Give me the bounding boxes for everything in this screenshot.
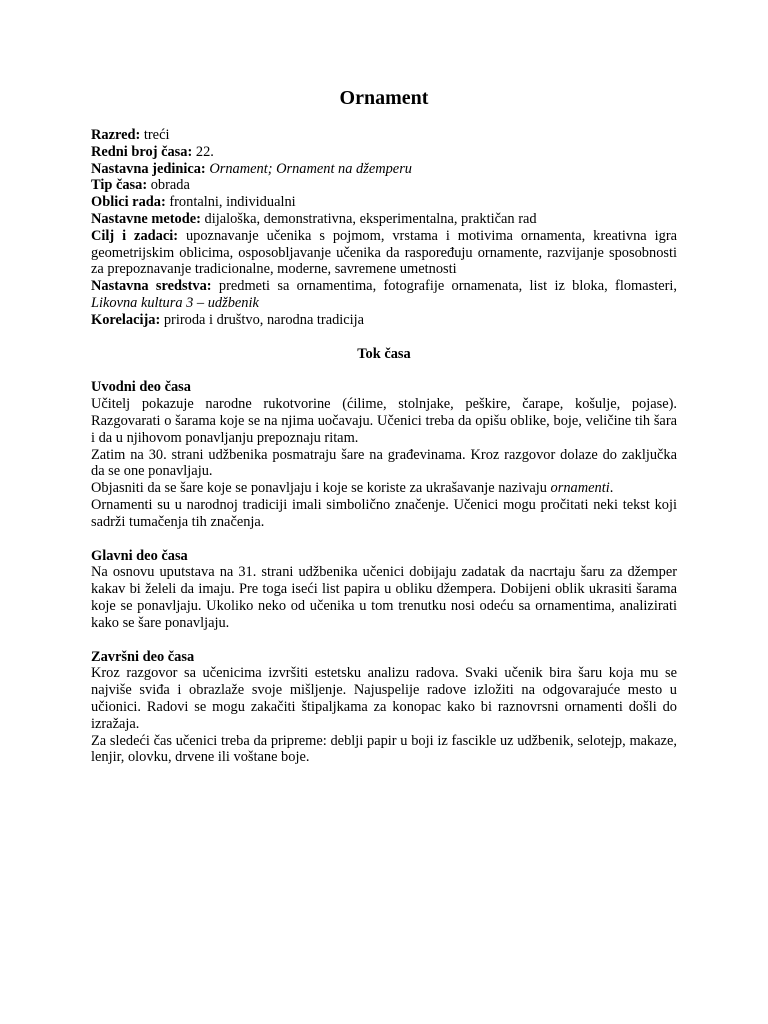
- lesson-metadata: [91, 127, 677, 329]
- uvodni-paragraph-1: Učitelj pokazuje narodne rukotvorine (ćilime, stolnjake, peškire, čarape, košulje, pojase). Razgovarati o šarama koje se na njima uočavaju. Učenici treba da opišu oblike, boje, veličine tih šara i da u njihovom ponavljanju prepoznaju ritam.: [91, 396, 677, 446]
- meta-metode-value: dijaloška, demonstrativna, eksperimentalna, praktičan rad: [200, 210, 537, 227]
- meta-tip-value: obrada: [147, 177, 190, 194]
- meta-redni-broj: [91, 144, 677, 161]
- meta-sredstva-label: Nastavna sredstva:: [91, 278, 212, 295]
- meta-jedinica-value: Ornament; Ornament na džemperu: [209, 160, 412, 177]
- meta-oblici-label: Oblici rada:: [91, 194, 166, 211]
- meta-oblici-value: frontalni, individualni: [165, 194, 296, 211]
- meta-sredstva-value: predmeti sa ornamentima, fotografije ornamenata, list iz bloka, flomasteri,: [211, 278, 677, 295]
- meta-cilj-label: Cilj i zadaci:: [91, 227, 179, 244]
- uvodni-paragraph-4: Ornamenti su u narodnoj tradiciji imali simbolično značenje. Učenici mogu pročitati neki tekst koji sadrži tumačenja tih značenja.: [91, 496, 677, 530]
- meta-razred-value: treći: [140, 127, 170, 143]
- meta-nastavna-jedinica: [91, 161, 677, 178]
- glavni-paragraph-1: Na osnovu uputstava na 31. strani udžbenika učenici dobijaju zadatak da nacrtaju šaru za džemper kakav bi želeli da imaju. Pre toga iseći list papira u obliku džempera. Dobijeni oblik ukrasiti šarama koje se ponavljaju. Ukoliko neko od učenika u tom trenutku nosi odeću sa ornamentima, analizirati kako se šare ponavljaju.: [91, 564, 677, 631]
- uvodni-paragraph-3: [91, 480, 677, 497]
- meta-redni-label: Redni broj časa:: [91, 143, 193, 160]
- meta-jedinica-label: Nastavna jedinica:: [91, 160, 206, 177]
- uvodni-p3-text: Objasniti da se šare koje se ponavljaju i koje se koriste za ukrašavanje nazivaju: [91, 480, 551, 497]
- zavrsni-paragraph-2: Za sledeći čas učenici treba da pripreme: deblji papir u boji iz fascikle uz udžbenik, selotejp, makaze, lenjir, olovku, drvene ili voštane boje.: [91, 732, 677, 766]
- uvodni-paragraph-2: Zatim na 30. strani udžbenika posmatraju šare na građevinama. Kroz razgovor dolaze do zaključka da se one ponavljaju.: [91, 446, 677, 480]
- meta-nastavne-metode: [91, 211, 677, 228]
- section-glavni: [91, 548, 677, 632]
- meta-cilj-value: upoznavanje učenika s pojmom, vrstama i motivima ornamenta, kreativna igra geometrijskim oblicima, osposobljavanje učenika da raspoređuju ornamente, razvijanje sposobnosti za prepoznavanje tradicionalne, moderne, savremene umetnosti: [91, 227, 678, 278]
- zavrsni-paragraph-1: Kroz razgovor sa učenicima izvršiti estetsku analizu radova. Svaki učenik bira šaru koja mu se najviše sviđa i obrazlaže svoje mišljenje. Najuspelije radove izložiti na odgovarajuće mesto u učionici. Radovi se mogu zakačiti štipaljkama za konopac kako bi raznovrsni ornamenti došli do izražaja.: [91, 665, 677, 732]
- meta-nastavna-sredstva: [91, 278, 677, 312]
- document-title: Ornament: [339, 87, 429, 109]
- meta-tip-casa: [91, 177, 677, 194]
- meta-razred-label: Razred:: [91, 127, 141, 143]
- uvodni-p3-term: ornamenti: [550, 480, 610, 497]
- document-body: [91, 127, 677, 783]
- meta-metode-label: Nastavne metode:: [91, 210, 201, 227]
- glavni-heading: Glavni deo časa: [91, 547, 188, 564]
- section-uvodni: [91, 379, 677, 530]
- meta-oblici-rada: [91, 194, 677, 211]
- meta-razred: [91, 127, 677, 144]
- meta-sredstva-book: Likovna kultura 3 – udžbenik: [91, 294, 259, 311]
- meta-korelacija: [91, 312, 677, 329]
- meta-redni-value: 22.: [192, 143, 214, 160]
- meta-cilj-zadaci: [91, 228, 677, 278]
- uvodni-heading: Uvodni deo časa: [91, 379, 191, 396]
- meta-tip-label: Tip časa:: [91, 177, 148, 194]
- meta-korelacija-value: priroda i društvo, narodna tradicija: [160, 311, 365, 328]
- section-zavrsni: [91, 649, 677, 767]
- zavrsni-heading: Završni deo časa: [91, 648, 195, 665]
- uvodni-p3-end: .: [609, 480, 614, 497]
- tok-casa-heading: Tok časa: [357, 345, 411, 362]
- meta-korelacija-label: Korelacija:: [91, 311, 161, 328]
